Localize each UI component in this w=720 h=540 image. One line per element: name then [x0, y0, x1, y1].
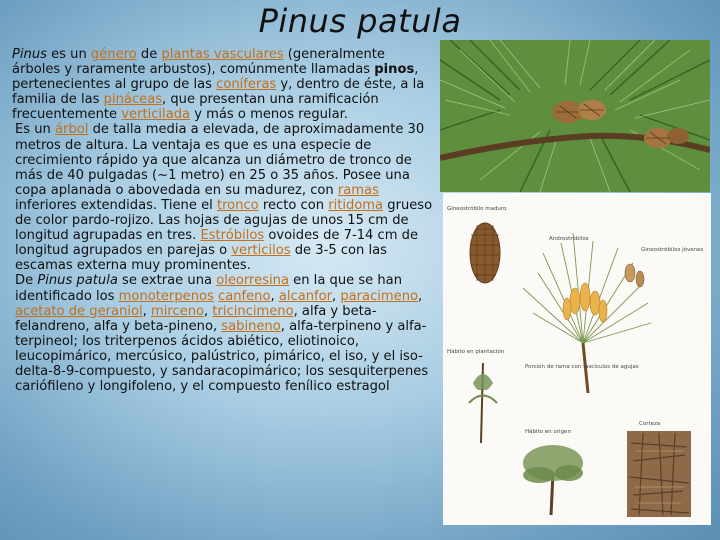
link-arbol[interactable]: árbol: [55, 122, 89, 138]
link-ritidoma[interactable]: ritidoma: [328, 197, 384, 213]
text-span: recto con: [258, 197, 329, 213]
text-span: en la que se han identificado los: [15, 273, 402, 304]
paragraph-3: [12, 273, 436, 394]
paragraph-2: [12, 122, 436, 273]
text-span: De: [15, 273, 38, 289]
text-span: grueso de color pardo-rojizo. Las hojas de agujas de unos 15 cm de longitud agrupadas en tres.: [15, 197, 433, 244]
text-span: , alfa y beta-felandreno, alfa y beta-pineno,: [15, 303, 377, 334]
text-span: Es un: [15, 122, 56, 138]
link-oleorresina[interactable]: oleorresina: [216, 273, 289, 289]
text-span: es un: [46, 47, 91, 62]
link-genero[interactable]: género: [90, 47, 137, 62]
text-span: ,: [142, 303, 151, 319]
caption-androstrobili: Androstróbilos: [549, 236, 589, 242]
text-span: ,: [270, 288, 279, 304]
text-span: (generalmente árboles y raramente arbustos), comúnmente llamadas: [12, 47, 385, 78]
caption-bark: Corteza: [639, 421, 661, 427]
caption-needles: Porción de rama con fascículos de agujas: [525, 364, 639, 370]
link-plantas-vasculares[interactable]: plantas vasculares: [161, 47, 284, 62]
link-acetato-de-geraniol[interactable]: acetato de geraniol: [15, 303, 143, 319]
caption-young-cones: Gineostróbilos jóvenes: [641, 247, 704, 253]
link-estrobilos[interactable]: Estróbilos: [200, 228, 265, 244]
italic-text: Pinus patula: [37, 273, 118, 289]
text-span: , alfa-terpineno y alfa-terpineol; los triterpenos ácidos abiético, eliotinoico, leucopimárico, mercúsico, palústrico, pimárico, el iso, y el iso-delta-8-9-compuesto, y sandaracopimárico; los sesquiterpenes cariófileno y longifoleno, y el compuesto fenílico estragol: [15, 318, 429, 395]
text-span: ,: [332, 288, 341, 304]
text-span: ,: [204, 303, 213, 319]
text-span: se extrae una: [117, 273, 217, 289]
pine-photo-art: [440, 40, 710, 192]
link-ramas[interactable]: ramas: [337, 182, 379, 198]
text-span: de talla media a elevada, de aproximadamente 30 metros de altura. La ventaja es que es una especie de crecimiento rápido ya que alcanza un diámetro de tronco de más de 40 pulgadas (~1 metro) en 25 o 35 años. Posee una copa aplanada o abovedada en su madurez, con: [15, 122, 425, 198]
pine-branch-photo: [440, 40, 710, 192]
bold-text: pinos: [374, 62, 415, 78]
text-span: inferiores extendidas. Tiene el: [15, 197, 217, 213]
caption-habit-origin: Hábito en origen: [525, 429, 571, 435]
link-mirceno[interactable]: mirceno: [150, 303, 205, 319]
link-pinaceas[interactable]: pináceas: [103, 92, 163, 108]
link-coniferas[interactable]: coníferas: [216, 77, 277, 93]
text-span: de 3-5 con las escamas externa muy prominentes.: [15, 243, 387, 274]
link-alcanfor[interactable]: alcanfor: [278, 288, 333, 304]
caption-habit-plantation: Hábito en plantación: [447, 349, 505, 355]
botanical-illustration: [443, 193, 711, 525]
body-text: [12, 47, 436, 394]
link-verticilada[interactable]: verticilada: [121, 107, 191, 123]
link-canfeno[interactable]: canfeno: [218, 288, 271, 304]
text-span: ,: [418, 288, 423, 304]
paragraph-1: [12, 47, 436, 122]
text-span: , pertenecientes al grupo de las: [12, 62, 419, 93]
text-span: , que presentan una ramificación frecuentemente: [12, 92, 379, 123]
link-monoterpenos[interactable]: monoterpenos: [118, 288, 214, 304]
botanical-plate: [443, 193, 711, 525]
link-tricincimeno[interactable]: tricincimeno: [212, 303, 294, 319]
text-span: ovoides de 7-14 cm de longitud agrupados en parejas o: [15, 228, 419, 259]
text-span: y, dentro de éste, a la familia de las: [12, 77, 425, 108]
italic-text: Pinus: [12, 47, 47, 62]
caption-mature-cone: Gineostróbilo maduro: [447, 206, 507, 212]
link-verticilos[interactable]: verticilos: [231, 243, 291, 259]
link-paracimeno[interactable]: paracimeno: [340, 288, 419, 304]
text-span: de: [136, 47, 162, 62]
slide-title: Pinus patula: [258, 2, 462, 40]
text-span: y más o menos regular.: [190, 107, 348, 123]
link-sabineno[interactable]: sabineno: [221, 318, 281, 334]
link-tronco[interactable]: tronco: [216, 197, 259, 213]
